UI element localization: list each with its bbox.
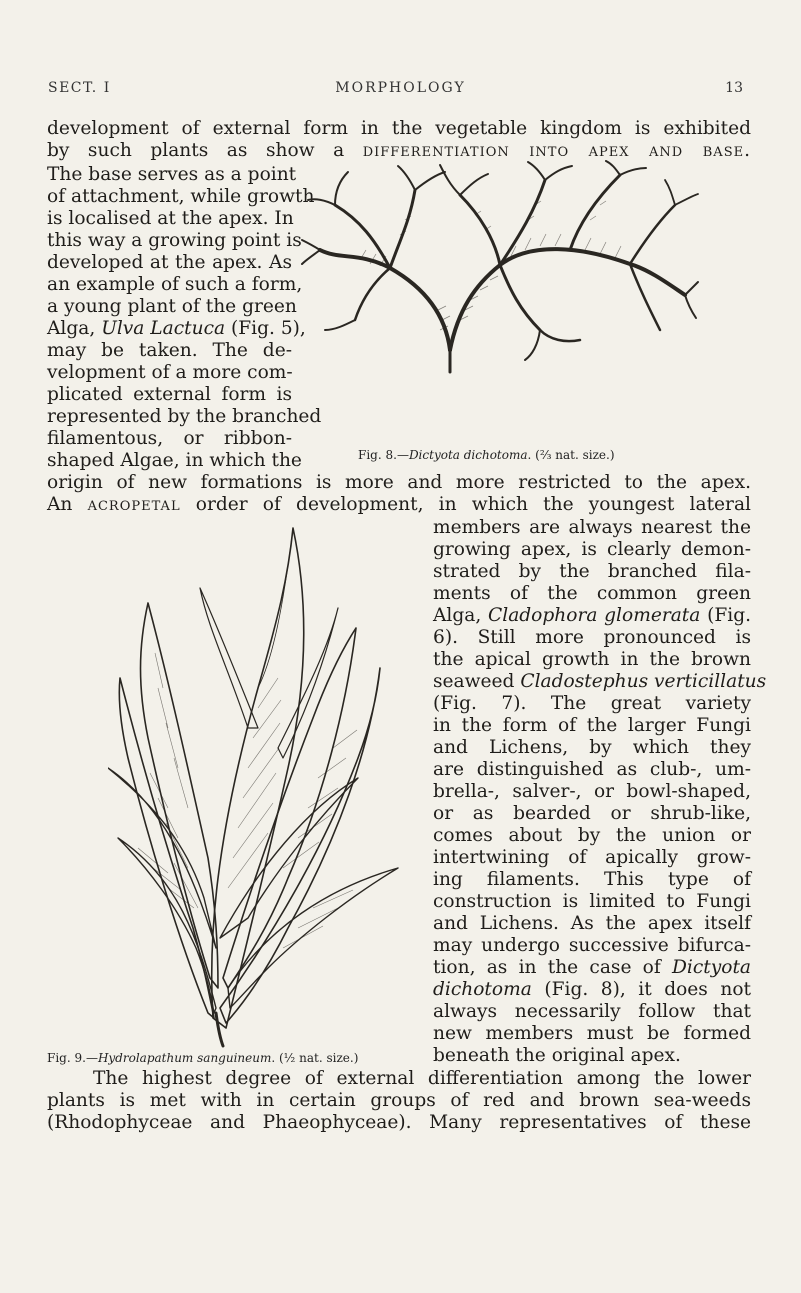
text-line: may undergo successive bifurca- xyxy=(433,935,751,956)
text-line: in the form of the larger Fungi xyxy=(433,715,751,736)
text-line: dichotoma (Fig. 8), it does not xyxy=(433,979,751,1000)
text-line: seaweed Cladostephus verticillatus xyxy=(433,671,767,692)
figure-9-illustration xyxy=(108,508,408,1048)
text-line: comes about by the union or xyxy=(433,825,751,846)
text-line: always necessarily follow that xyxy=(433,1001,751,1022)
text-line: ments of the common green xyxy=(433,583,751,604)
text-line: development of external form in the vegetable kingdom is exhibited xyxy=(47,118,751,139)
text-line: by such plants as show a differentiation into apex and base. xyxy=(47,140,751,161)
section-label: SECT. I xyxy=(48,80,111,96)
text-line: represented by the branched xyxy=(47,406,322,427)
figure-8-illustration xyxy=(300,160,700,375)
text-line: are distinguished as club-, um- xyxy=(433,759,751,780)
text-line: ing filaments. This type of xyxy=(433,869,751,890)
figure-8-caption: Fig. 8.—Dictyota dichotoma. (⅔ nat. size.) xyxy=(358,448,615,462)
text-line: this way a growing point is xyxy=(47,230,302,251)
text-line: is localised at the apex. In xyxy=(47,208,294,229)
text-line: strated by the branched fila- xyxy=(433,561,751,582)
text-line: beneath the original apex. xyxy=(433,1045,681,1066)
text-line: construction is limited to Fungi xyxy=(433,891,751,912)
text-line: growing apex, is clearly demon- xyxy=(433,539,751,560)
text-line: may be taken. The de- xyxy=(47,340,292,361)
text-line: and Lichens. As the apex itself xyxy=(433,913,751,934)
page-number: 13 xyxy=(725,80,743,96)
text-line: velopment of a more com- xyxy=(47,362,293,383)
text-line: plicated external form is xyxy=(47,384,292,405)
text-line: developed at the apex. As xyxy=(47,252,292,273)
text-line: and Lichens, by which they xyxy=(433,737,751,758)
text-line: Alga, Cladophora glomerata (Fig. xyxy=(433,605,752,626)
text-line: tion, as in the case of Dictyota xyxy=(433,957,751,978)
text-line: of attachment, while growth xyxy=(47,186,315,207)
text-line: intertwining of apically grow- xyxy=(433,847,751,868)
figure-9-caption: Fig. 9.—Hydrolapathum sanguineum. (½ nat. size.) xyxy=(47,1051,359,1065)
running-title: MORPHOLOGY xyxy=(335,80,466,96)
text-line: Alga, Ulva Lactuca (Fig. 5), xyxy=(47,318,306,339)
text-line: new members must be formed xyxy=(433,1023,751,1044)
text-line: (Rhodophyceae and Phaeophyceae). Many representatives of these xyxy=(47,1112,751,1133)
text-line: plants is met with in certain groups of red and brown sea-weeds xyxy=(47,1090,751,1111)
text-line: filamentous, or ribbon- xyxy=(47,428,292,449)
text-line: the apical growth in the brown xyxy=(433,649,751,670)
text-line: members are always nearest the xyxy=(433,517,751,538)
text-line: origin of new formations is more and more restricted to the apex. xyxy=(47,472,751,493)
text-line: An acropetal order of development, in which the youngest lateral xyxy=(47,494,751,515)
text-line: an example of such a form, xyxy=(47,274,303,295)
text-line: The base serves as a point xyxy=(47,164,297,185)
text-line: brella-, salver-, or bowl-shaped, xyxy=(433,781,751,802)
text-line: shaped Algae, in which the xyxy=(47,450,302,471)
text-line: or as bearded or shrub-like, xyxy=(433,803,751,824)
text-line: (Fig. 7). The great variety xyxy=(433,693,751,714)
text-line: The highest degree of external differentiation among the lower xyxy=(93,1068,751,1089)
text-line: a young plant of the green xyxy=(47,296,297,317)
text-line: 6). Still more pronounced is xyxy=(433,627,751,648)
